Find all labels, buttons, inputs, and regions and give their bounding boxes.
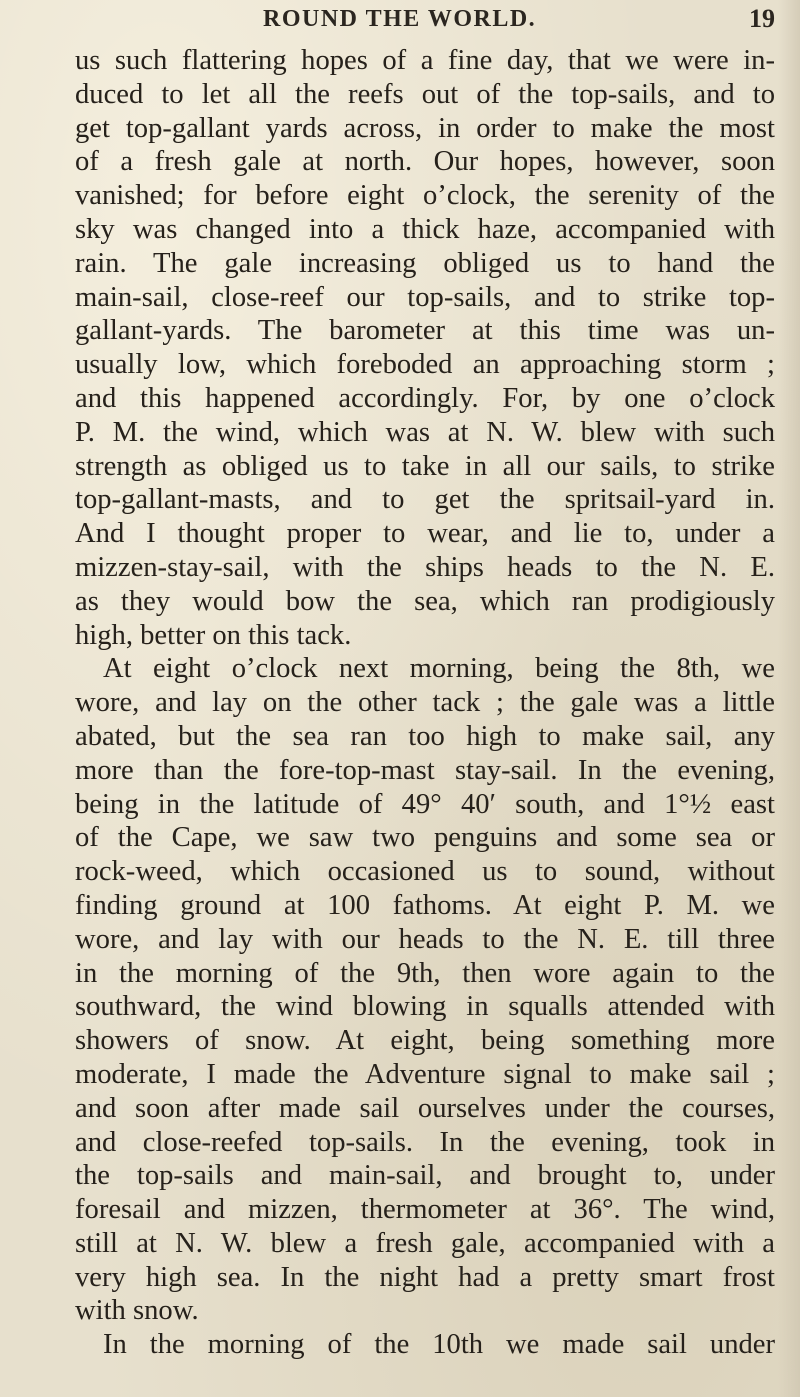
text-line: abated, but the sea ran too high to make sail, any	[75, 720, 775, 752]
text-line: rock-weed, which occasioned us to sound, without	[75, 856, 775, 888]
text-line: sky was changed into a thick haze, accompanied with	[75, 213, 775, 245]
text-line: gallant-yards. The barometer at this time was un-	[75, 315, 775, 347]
text-line: finding ground at 100 fathoms. At eight P. M. we	[75, 889, 775, 921]
text-line: still at N. W. blew a fresh gale, accompanied with a	[75, 1227, 775, 1259]
text-line: And I thought proper to wear, and lie to, under a	[75, 518, 775, 550]
running-head	[55, 4, 775, 38]
text-line: foresail and mizzen, thermometer at 36°. The wind,	[75, 1194, 775, 1226]
text-line: duced to let all the reefs out of the top-sails, and to	[75, 78, 775, 110]
text-line: main-sail, close-reef our top-sails, and to strike top-	[75, 281, 775, 313]
paragraph-end-line: high, better on this tack.	[75, 619, 352, 651]
text-line: of the Cape, we saw two penguins and some sea or	[75, 822, 775, 854]
text-line: top-gallant-masts, and to get the spritsail-yard in.	[75, 484, 775, 516]
text-line: very high sea. In the night had a pretty smart frost	[75, 1261, 775, 1293]
body-text	[75, 44, 775, 1362]
text-line: get top-gallant yards across, in order to make the most	[75, 112, 775, 144]
text-line: moderate, I made the Adventure signal to make sail ;	[75, 1058, 775, 1090]
text-line: rain. The gale increasing obliged us to hand the	[75, 247, 775, 279]
text-line: in the morning of the 9th, then wore again to the	[75, 957, 775, 989]
text-line: wore, and lay on the other tack ; the gale was a little	[75, 687, 775, 719]
running-title: ROUND THE WORLD.	[263, 6, 537, 32]
text-line: southward, the wind blowing in squalls attended with	[75, 991, 775, 1023]
paragraph-start-line: In the morning of the 10th we made sail under	[103, 1329, 775, 1361]
text-line: being in the latitude of 49° 40′ south, and 1°½ east	[75, 788, 775, 820]
text-line: as they would bow the sea, which ran prodigiously	[75, 585, 775, 617]
text-line: the top-sails and main-sail, and brought to, under	[75, 1160, 775, 1192]
text-line: P. M. the wind, which was at N. W. blew with such	[75, 416, 775, 448]
text-line: strength as obliged us to take in all our sails, to strike	[75, 450, 775, 482]
text-line: showers of snow. At eight, being something more	[75, 1025, 775, 1057]
text-line: vanished; for before eight o’clock, the serenity of the	[75, 180, 775, 212]
text-line: mizzen-stay-sail, with the ships heads to the N. E.	[75, 551, 775, 583]
text-line: more than the fore-top-mast stay-sail. In the evening,	[75, 754, 775, 786]
text-line: wore, and lay with our heads to the N. E. till three	[75, 923, 775, 955]
paragraph-end-line: with snow.	[75, 1295, 199, 1327]
text-line: and soon after made sail ourselves under the courses,	[75, 1092, 775, 1124]
text-line: us such flattering hopes of a fine day, that we were in-	[75, 45, 775, 76]
text-line: of a fresh gale at north. Our hopes, however, soon	[75, 146, 775, 178]
text-line: usually low, which foreboded an approaching storm ;	[75, 349, 775, 381]
paragraph-start-line: At eight o’clock next morning, being the 8th, we	[103, 653, 775, 685]
page-number: 19	[749, 4, 775, 33]
page-edge-shadow	[778, 0, 800, 1397]
text-line: and close-reefed top-sails. In the evening, took in	[75, 1126, 775, 1158]
text-line: and this happened accordingly. For, by one o’clock	[75, 382, 775, 414]
